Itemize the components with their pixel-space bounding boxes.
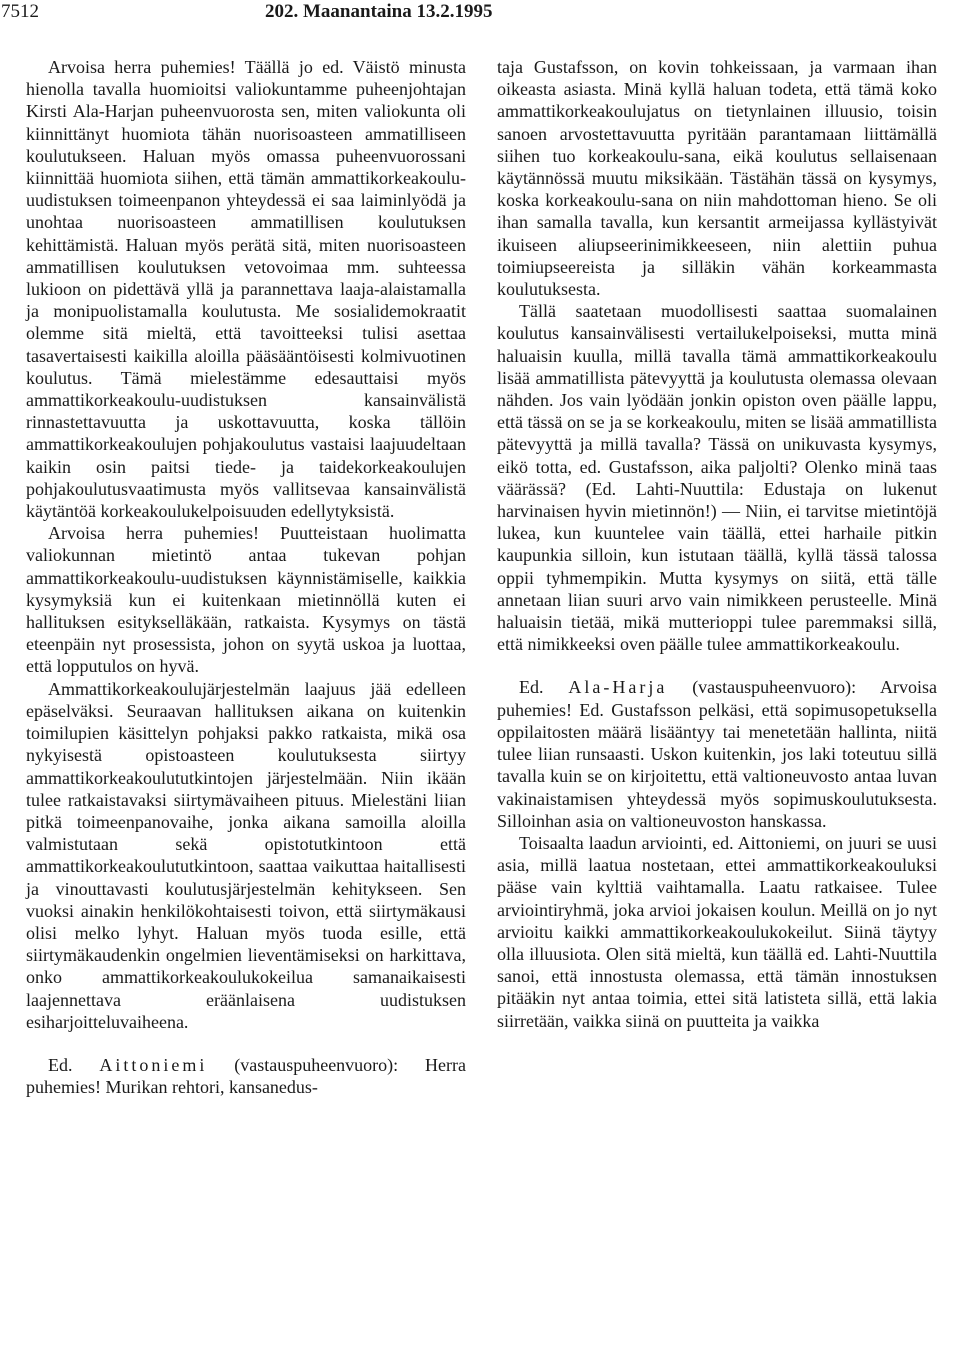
paragraph: Arvoisa herra puhemies! Puutteistaan huolimatta valiokunnan mietintö antaa tukevan pohjan ammattikorkeakoulu-uudistuksen käynnistämiselle, kaikkia kysymyksiä kun ei kuitenkaan mietinnöllä kuten ei hallituksen esitykselläkään, ratkaista. Kysymys on tästä eteenpäin nyt prosessista, johon on syytä uskoa ja luottaa, että lopputulos on hyvä. <box>26 523 466 677</box>
page-number: 7512 <box>1 1 39 22</box>
running-head: 202. Maanantaina 13.2.1995 <box>265 1 493 22</box>
paragraph: taja Gustafsson, on kovin tohkeissaan, ja varmaan ihan oikeasta asiasta. Minä kyllä haluan todeta, että tämä koko ammattikorkeakoulujatus on tietynlainen illuusio, toisin sanoen arvostettavuutta pyritään parantamaan liittämällä siihen tuo korkeakoulu-sana, eikä koulutus sellaisenaan käytännössä muutu miksikään. Tästähän tässä on kysymys, koska korkeakoulu-sana on niin mahdottoman hieno. Se oli ihan samalla tavalla, kun kersantit armeijassa kyllästyivät ikuiseen aliupseerinimikkeeseen, niin alettiin puhua toimiupseereista ja silläkin vähän korkeammasta koulutuksesta. <box>497 57 937 300</box>
speaker-name: Aittoniemi <box>99 1054 208 1075</box>
right-column <box>497 56 937 1032</box>
speaker-prefix: Ed. <box>519 677 544 698</box>
speaker-name: Ala-Harja <box>568 677 668 698</box>
left-column <box>26 56 466 1098</box>
speaker-text: (vastauspuheenvuoro): Herra puhemies! Murikan rehtori, kansanedus- <box>26 1054 466 1098</box>
paragraph: Arvoisa herra puhemies! Täällä jo ed. Väistö minusta hienolla tavalla huomioitsi valiokuntamme puheenjohtajan Kirsti Ala-Harjan puheenvuorosta sen, miten valiokunta oli kiinnittänyt huomiota tähän nuorisoasteen ammatilliseen koulutukseen. Haluan myös omassa puheenvuorossani kiinnittää huomiota siihen, että tämän ammattikorkeakoulu-uudistuksen toimeenpanon yhteydessä ei saa laiminlyödä ja unohtaa nuorisoasteen ammatillisen koulutuksen kehittämistä. Haluan myös perätä sitä, miten nuorisoasteen ammatillisen koulutuksen vetovoimaa mm. suhteessa lukioon on pidettävä yllä ja parannettava laaja-alaistamalla ja monipuolistamalla koulutusta. Me sosialidemokraatit olemme sitä mieltä, että tavoitteeksi tulisi asettaa tasavertaisesti kaikilla aloilla pääsääntöisesti kolmivuotinen koulutus. Tämä mielestämme edesauttaisi myös ammattikorkeakoulu-uudistuksen kansainvälistä rinnastettavuutta ja uskottavuutta, koska tällöin ammattikorkeakoulujen pohjakoulutus vastaisi laajuudeltaan kaikin osin paitsi tiede- ja taidekorkeakoulujen pohjakoulutusvaatimusta myös vallitsevaa kansainvälistä käytäntöä korkeakoulukelpoisuuden edellytyksistä. <box>26 57 466 522</box>
paragraph: Toisaalta laadun arviointi, ed. Aittoniemi, on juuri se uusi asia, millä laatua nostetaan, ettei ammattikorkeakouluksi pääse vain kylttiä vaihtamalla. Laatu ratkaisee. Tulee arviointiryhmä, joka arvioi jokaisen koulun. Meillä on jo nyt arvioitu kaikki ammattikorkeakoulukokeilut. Siinä täytyy olla illuusiota. Olen sitä mieltä, kun täällä ed. Lahti-Nuuttila sanoi, että innostusta olemassa, että tämän innostuksen pitääkin nyt antaa toimia, ettei sitä latisteta sillä, että lakia siirretään, vaikka siinä on puutteita ja vaikka <box>497 832 937 1031</box>
speaker-text: (vastauspuheenvuoro): Arvoisa puhemies! Ed. Gustafsson pelkäsi, että sopimusopetuksella oppilaitosten määrä lisääntyy tai menetetään hallinta, niitä tulee liian runsaasti. Uskon kuitenkin, jos laki toteutuu sillä tavalla kuin se on kirjoitettu, että valtioneuvosto antaa luvan vakinaistamisen yhteydessä myös sopimuskoulutuksesta. Silloinhan asia on valtioneuvoston hanskassa. <box>497 677 937 831</box>
speaker-paragraph <box>497 676 937 831</box>
page-header <box>0 0 960 30</box>
paragraph: Tällä saatetaan muodollisesti saattaa suomalainen koulutus kansainvälisesti vertailukelpoiseksi, mutta minä haluaisin kuulla, millä tavalla tämä ammattikorkeakoulu lisää ammatillista pätevyyttä ja koulutusta olemassa olevaan nähden. Jos vain lyödään jonkin opiston oven päälle lappu, että tässä on se ja se korkeakoulu, miten se lisää ammatillista pätevyyttä ja millä tavalla? Tässä on unikuvasta kysymys, eikö totta, ed. Gustafsson, aika paljolti? Olenko minä taas väärässä? (Ed. Lahti-Nuuttila: Edustaja on lukenut harvinaisen hyvin mietinnön!) — Niin, ei tarvitse mietintöjä lukea, kun kuuntelee vain täällä, ettei harhaile pitkin kaupunkia silloin, kun istutaan täällä, kyllä tässä talossa oppii tyhmempikin. Mutta kysymys on siitä, että tälle annetaan liian suuri arvo vain nimikkeen perusteelle. Minä haluaisin tietää, mikä mutterioppi tulee paremmaksi sillä, että nimikkeeksi oven päälle tulee ammattikorkeakoulu. <box>497 301 937 655</box>
speaker-prefix: Ed. <box>48 1054 73 1075</box>
speaker-paragraph <box>26 1054 466 1098</box>
paragraph: Ammattikorkeakoulujärjestelmän laajuus jää edelleen epäselväksi. Seuraavan hallituksen aikana on kuitenkin toimilupien käsittelyn pohjaksi pakko ratkaista, mikä osa nykyisestä opistoasteen koulutuksesta siirtyy ammattikorkeakoulututkintojen järjestelmään. Niin ikään tulee ratkaistavaksi siirtymävaiheen pituus. Mielestäni liian pitkä toimeenpanovaihe, jonka aikana samoilla aloilla valmistutaan sekä opistotutkintoon että ammattikorkeakoulututkintoon, saattaa vaikuttaa haitallisesti ja vinouttavasti koulutusjärjestelmän kehitykseen. Sen vuoksi ainakin henkilökohtaisesti toivon, että siirtymäkausi olisi melko lyhyt. Haluan myös tuoda esille, että siirtymäkaudenkin ongelmien lieventämiseksi on harkittava, onko ammattikorkeakoulukokeilua samanaikaisesti laajennettava eräänlaisena uudistuksen esiharjoitteluvaiheena. <box>26 678 466 1032</box>
